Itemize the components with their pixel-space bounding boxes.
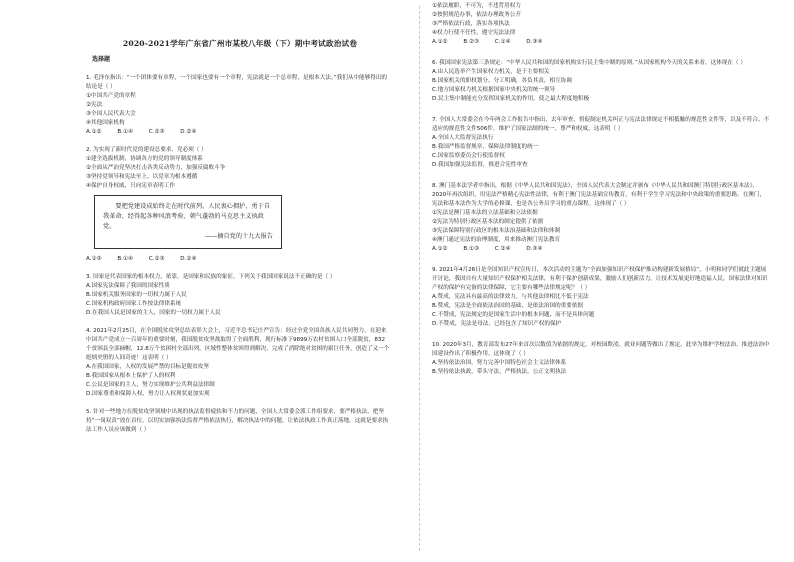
option: ②宪法为特别行政区基本法的制定提供了依据	[432, 219, 544, 225]
option: A.赞成，宪法具有最高的法律效力，与其他法律相比不低于宪法	[432, 294, 589, 300]
option: ①宪法是澳门基本法的立法基础和立法依据	[432, 210, 538, 216]
option: ③全国人民代表大会	[86, 111, 136, 117]
option: ④其他国家机构	[86, 120, 125, 126]
question-5-continued	[432, 2, 770, 47]
answer-c: C.①④	[494, 39, 511, 45]
answer-b: B.①④	[117, 256, 133, 262]
answer-choices	[432, 245, 770, 254]
quote-source: ——摘自党的十九大报告	[204, 233, 273, 240]
option: ②按照规范办事，依法办理政务公开	[432, 12, 521, 18]
answer-c: C.②③	[148, 256, 165, 262]
option: B.我国严格监督规章，保障法律制度的统一	[432, 144, 539, 150]
option: ③坚持党领导和宪法至上，以党章为根本遵循	[86, 174, 198, 180]
question-stem: 1. 毛泽东指出：“一个团体要有章程，一个国家也要有一个章程，宪法就是一个总章程，是根本大法。”我们从中能够得出的结论是（ ）	[86, 75, 387, 90]
option: ①中国共产党的章程	[86, 93, 136, 99]
option: ②全面从严治党坚决打击各类反动势力，加强反腐败斗争	[86, 165, 226, 171]
option: C.国家监察委员会行使监督权	[432, 153, 505, 159]
option: ④保护自身权威，只向宪章表明工作	[86, 183, 175, 189]
option: A.坚持依法治国，努力完善中国特色社会主义法律体系	[432, 360, 567, 366]
quote-box	[94, 195, 282, 249]
question-stem: 3. 国家是代表国家的根本权力，依靠，是国家和民族的象征。下列关于我国国家说法不正确的是（ ）	[86, 274, 336, 280]
option: B.我国国家从根本上保护了人的权利	[86, 373, 176, 379]
option: D.我国加强宪法监督，推进合宪性审查	[432, 162, 528, 168]
answer-a: A.①②	[432, 39, 448, 45]
option: ④权力行使不任性，遵守宪法法律	[432, 30, 516, 36]
option: A.在我国国家，人权的发展严禁的目标是脱贫攻坚	[86, 364, 209, 370]
option: D.民主集中制能充分发挥国家机关的作用，使之最大程度地积极	[432, 96, 590, 102]
option: D.不赞成，宪法是母法，已经包含了知识产权的保护	[432, 321, 562, 327]
option: D.国家尊重和保障人权，努力让人权现状更加实现	[86, 391, 210, 397]
option: B.坚持依法执政，带头守法，严格执法，公正文明执法	[432, 369, 567, 375]
answer-a: A.①②	[432, 246, 448, 252]
question-8	[432, 182, 770, 254]
question-9	[432, 266, 770, 329]
answer-c: C.②③	[148, 129, 165, 135]
option: A.全国人大监督宪法执行	[432, 135, 494, 141]
option: A.国家宪法保障了我国的国家性质	[86, 283, 170, 289]
option: ①建全选拔机制，协调各方的党的领导制度体系	[86, 156, 203, 162]
answer-a: A.①③	[86, 256, 102, 262]
answer-a: A.①②	[86, 129, 102, 135]
option: C.国家机构政府国家工作按法律律系统	[86, 301, 182, 307]
quote-text: 要把党建设成始终走在时代前列、人民衷心拥护、勇于自我革命、经得起各种风浪考验、朝气蓬勃的马克思主义执政党。	[103, 203, 271, 230]
left-column	[86, 38, 390, 562]
question-stem: 7. 全国人大常委会在今年两会工作报告中指出，去年审查，督促制定机关纠正与宪法法律规定不相抵触的规范性文件等，以及不符合、不适应的规范性文件506件，维护了国家法制的统一、尊严和权威。这表明（ ）	[432, 117, 770, 132]
answer-choices	[86, 255, 390, 264]
page-title: 2020-2021学年广东省广州市某校八年级（下）期中考试政治试卷	[122, 39, 358, 48]
answer-d: D.③④	[526, 39, 543, 45]
answer-d: D.②④	[180, 256, 197, 262]
answer-d: D.②④	[180, 129, 197, 135]
answer-choices	[432, 38, 770, 47]
option: ③严格依法行政，落实各项执法	[432, 21, 510, 27]
option: B.国家机关服务国家的一切权力属于人民	[86, 292, 187, 298]
question-7	[432, 116, 770, 170]
right-column	[432, 2, 770, 562]
option: A.由人民选举产生国家权力机关，是于主要相关	[432, 69, 550, 75]
question-stem: 6. 我国国家宪法第三条规定：“中华人民共和国的国家机构实行民主集中制的原则。”从国家机构今天的关系来看，这体现在（ ）	[432, 60, 746, 66]
option: C.公民是国家的主人，努力实现维护公共利益法律制	[86, 382, 215, 388]
option: C.不赞成，宪法规定的是国家生活中的根本问题，而不是具体问题	[432, 312, 595, 318]
answer-b: B.①④	[117, 129, 133, 135]
question-stem: 10. 2020年3月，教育部发布27年来首次以数值为依据的规定，对校园欺凌、就业问题等做出了规定，此举为维护学校法治、推进法治中国建设作出了积极作用。这体现了（ ）	[432, 342, 770, 357]
option: B.国家机关的职权划分，分工明确，各负其责，相互协调	[432, 78, 572, 84]
question-3	[86, 273, 390, 318]
option: ②宪法	[86, 102, 103, 108]
answer-choices	[86, 128, 390, 137]
option: ④澳门通过宪法的治理制度，用来推动澳门宪法教育	[432, 237, 561, 243]
option: ③宪法保障特别行政区的根本法治基础和法律和体制	[432, 228, 561, 234]
question-2	[86, 146, 390, 264]
answer-c: C.②④	[494, 246, 511, 252]
section-label: 选择题	[92, 56, 111, 63]
answer-b: B.②③	[463, 39, 479, 45]
answer-d: D.③④	[526, 246, 543, 252]
question-stem: 9. 2021年4月26日是全国知识产权宣传日，本次活动的主题为“全面加强知识产权保护推动构建新发展格局”，小明和同学们就此主题展开讨论，我国自有大量知识产权保护相关法律，有利于保护创新成果，激励人们创新活力，让技术发展更好地造福人民。国家法律对知识产权的保护有完备的法律保障，它主要有哪些法律规定呢？（ ）	[432, 267, 768, 291]
column-divider	[419, 6, 420, 551]
question-stem: 2. 为实现了新时代党的建设总要求，党必须（ ）	[86, 147, 207, 153]
option: D.在我国人民是国家的主人，国家的一切权力属于人民	[86, 310, 221, 316]
question-stem: 4. 2021年2月25日，在全国脱贫攻坚总结表彰大会上，习近平总书记庄严宣告：经过全党全国各族人民共同努力，在迎来中国共产党成立一百周年的重要时刻，我国脱贫攻坚战取得了全面胜利，现行标准下9899万农村贫困人口全部脱贫，832个贫困县全部摘帽，12.8万个贫困村全部出列，区域性整体贫困得到解决，完成了消除绝对贫困的艰巨任务，创造了又一个彪炳史册的人间奇迹！这表明（ ）	[86, 328, 390, 361]
question-stem: 8. 澳门基本法学者中指出，根据《中华人民共和国宪法》，全国人民代表大会制定并颁布《中华人民共和国澳门特别行政区基本法》，2020年再次组织，用宪法严格精心宪法性法律，有利于澳门宪法基础宣传教育，有利于学生学习宪法和中央政策的重要思路。在澳门，宪法和基本法作为大学的必修课，也是各公务员学习的重点课程。这体现了（ ）	[432, 183, 766, 207]
question-10	[432, 341, 770, 377]
option: C.地方国家权力机关根据国家中央机关的统一领导	[432, 87, 556, 93]
question-6	[432, 59, 770, 104]
answer-b: B.①③	[463, 246, 479, 252]
question-1	[86, 74, 390, 137]
option: ①依法履职，不可为，不违背用权力	[432, 3, 521, 9]
question-stem: 5. 针对一些地方在脱贫攻坚领域中出现的执法监督疲软和不力的问题，全国人大常委会派工作组要求，要严格执法，把坚持“一岗双责”放在首位，以切实加强执法监督严格依法执行，解决执法中的问题，让依法执政工作真正落地。这就是要求执法工作人员应该做到（ ）	[86, 409, 389, 433]
question-5	[86, 408, 390, 435]
option: B.赞成，宪法是全面依法治国的基础，是依法治国的重要依据	[432, 303, 584, 309]
question-4	[86, 327, 390, 399]
